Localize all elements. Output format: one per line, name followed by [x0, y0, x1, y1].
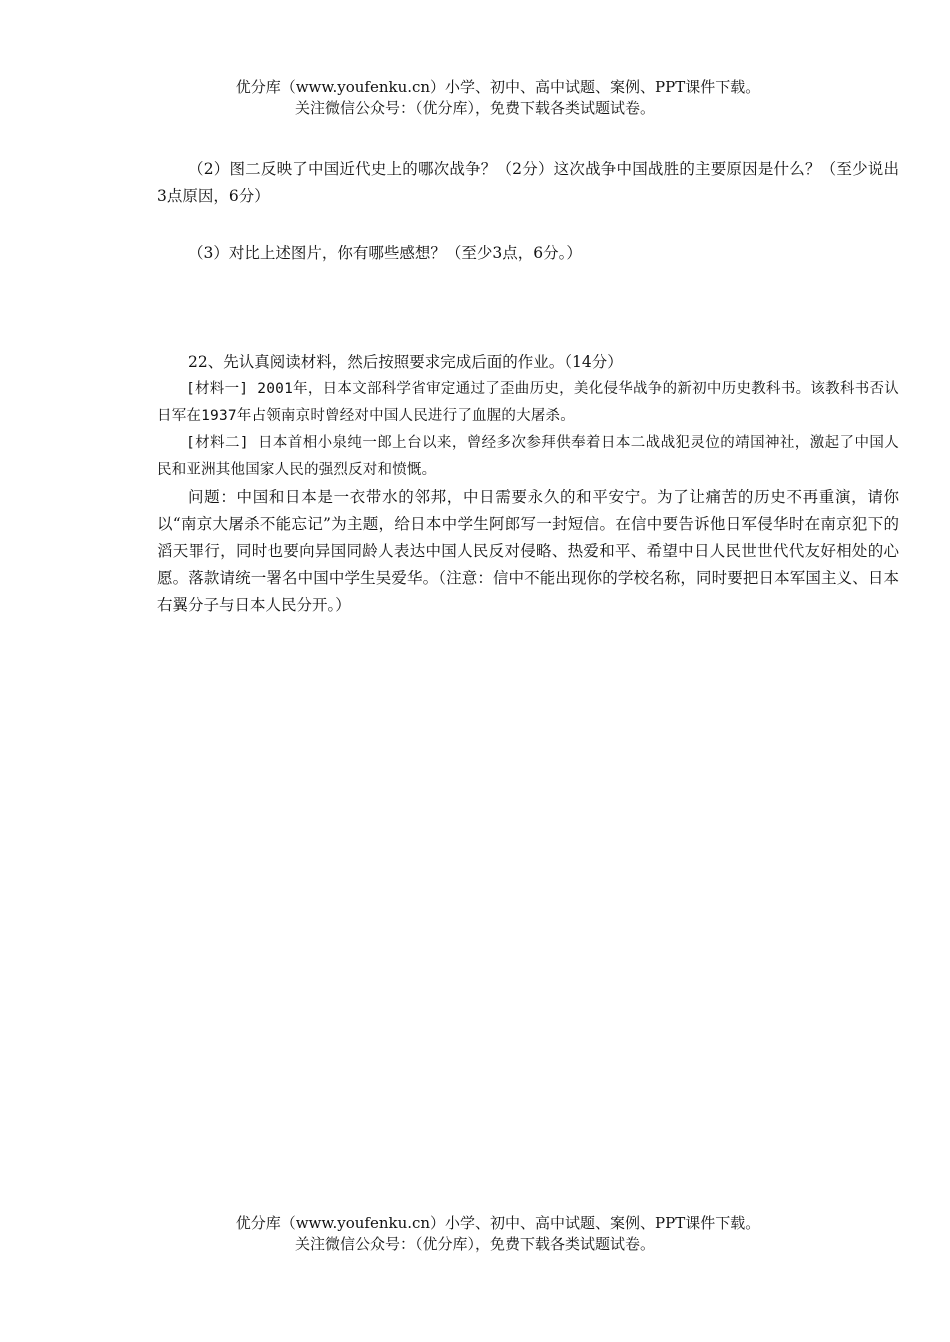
question-22-intro: 22、先认真阅读材料，然后按照要求完成后面的作业。（14分） [188, 353, 623, 371]
header-site-line: 优分库（www.youfenku.cn）小学、初中、高中试题、案例、PPT课件下载。 [235, 78, 761, 96]
question-2: （2）图二反映了中国近代史上的哪次战争？（2分）这次战争中国战胜的主要原因是什么？（至少说出3点原因，6分） [157, 160, 899, 205]
page-footer [0, 1213, 950, 1255]
exam-content [157, 156, 899, 619]
header-wechat-line: 关注微信公众号：（优分库），免费下载各类试题试卷。 [294, 99, 655, 117]
spacer [157, 267, 899, 349]
spacer [157, 210, 899, 240]
page-header [0, 77, 950, 119]
question-3: （3）对比上述图片，你有哪些感想？（至少3点，6分。） [188, 244, 582, 262]
material-1: [材料一] 2001年，日本文部科学省审定通过了歪曲历史，美化侵华战争的新初中历史教科书。该教科书否认日军在1937年占领南京时曾经对中国人民进行了血腥的大屠杀。 [157, 381, 899, 424]
question-22-task: 问题：中国和日本是一衣带水的邻邦，中日需要永久的和平安宁。为了让痛苦的历史不再重演，请你以“南京大屠杀不能忘记”为主题，给日本中学生阿郎写一封短信。在信中要告诉他日军侵华时在南京犯下的滔天罪行，同时也要向异国同龄人表达中国人民反对侵略、热爱和平、希望中日人民世世代代友好相处的心愿。落款请统一署名中国中学生吴爱华。（注意：信中不能出现你的学校名称，同时要把日本军国主义、日本右翼分子与日本人民分开。） [157, 488, 899, 614]
footer-site-line: 优分库（www.youfenku.cn）小学、初中、高中试题、案例、PPT课件下载。 [235, 1214, 761, 1232]
footer-wechat-line: 关注微信公众号：（优分库），免费下载各类试题试卷。 [294, 1235, 655, 1253]
material-2: [材料二] 日本首相小泉纯一郎上台以来，曾经多次参拜供奉着日本二战战犯灵位的靖国神社，激起了中国人民和亚洲其他国家人民的强烈反对和愤慨。 [157, 435, 899, 478]
